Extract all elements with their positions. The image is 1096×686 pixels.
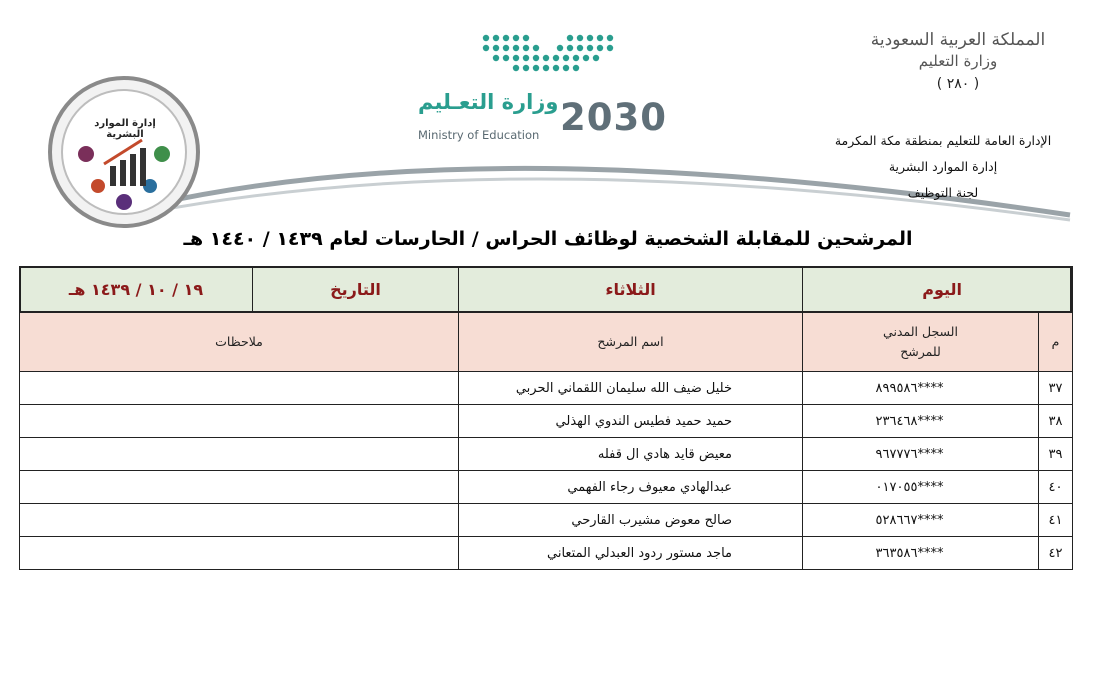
row-id: ****٣٦٣٥٨٦	[803, 537, 1039, 570]
admin-line-region: الإدارة العامة للتعليم بمنطقة مكة المكرمة	[834, 133, 1052, 148]
row-notes	[20, 438, 459, 471]
col-header-id-text: السجل المدني للمرشح	[883, 323, 958, 359]
column-header-row	[20, 312, 1073, 372]
letterhead	[0, 0, 1096, 225]
hr-badge-title: إدارة الموارد البشرية	[94, 118, 156, 140]
table-row	[20, 372, 1073, 405]
row-name: معيض قايد هادي ال قفله	[459, 438, 803, 471]
hr-department-badge	[46, 74, 202, 230]
table-row	[20, 405, 1073, 438]
row-notes	[20, 537, 459, 570]
table-row	[20, 537, 1073, 570]
col-header-num: م	[1039, 312, 1073, 372]
row-num: ٤١	[1039, 504, 1073, 537]
ministry-emblem-text	[848, 30, 1068, 92]
vision-2030-mark: 2030	[560, 96, 667, 139]
moe-arabic-name: وزارة التعـليم	[418, 90, 559, 114]
table-row	[20, 438, 1073, 471]
ministry-name: وزارة التعليم	[918, 52, 998, 70]
moe-logo	[410, 30, 680, 150]
row-notes	[20, 405, 459, 438]
table-row	[20, 504, 1073, 537]
col-header-notes: ملاحظات	[20, 312, 459, 372]
row-notes	[20, 504, 459, 537]
ministry-code: ( ٢٨٠ )	[936, 76, 980, 92]
row-id: ****٩٦٧٧٧٦	[803, 438, 1039, 471]
col-header-id	[803, 312, 1039, 372]
row-notes	[20, 372, 459, 405]
row-num: ٤٠	[1039, 471, 1073, 504]
row-id: ****٨٩٩٥٨٦	[803, 372, 1039, 405]
date-value: ١٩ / ١٠ / ١٤٣٩ هـ	[20, 267, 253, 312]
row-num: ٤٢	[1039, 537, 1073, 570]
row-name: ماجد مستور ردود العبدلي المتعاني	[459, 537, 803, 570]
row-notes	[20, 471, 459, 504]
row-name: عبدالهادي معيوف رجاء الفهمي	[459, 471, 803, 504]
row-id: ****٢٣٦٤٦٨	[803, 405, 1039, 438]
row-name: خليل ضيف الله سليمان اللقماني الحربي	[459, 372, 803, 405]
row-name: حميد حميد فطيس الندوي الهذلي	[459, 405, 803, 438]
date-label: التاريخ	[253, 267, 459, 312]
col-header-name: اسم المرشح	[459, 312, 803, 372]
candidates-table	[19, 266, 1073, 570]
info-row	[20, 267, 1073, 312]
moe-dots-icon	[480, 30, 750, 90]
row-num: ٣٧	[1039, 372, 1073, 405]
admin-line-hr: إدارة الموارد البشرية	[888, 159, 998, 174]
page-title: المرشحين للمقابلة الشخصية لوظائف الحراس / الحارسات لعام ١٤٣٩ / ١٤٤٠ هـ	[183, 228, 913, 250]
day-value: الثلاثاء	[459, 267, 803, 312]
admin-line-committee: لجنة التوظيف	[907, 185, 979, 200]
day-label: اليوم	[803, 267, 1073, 312]
kingdom-name: المملكة العربية السعودية	[870, 30, 1046, 50]
moe-english-name: Ministry of Education	[418, 128, 540, 142]
row-num: ٣٨	[1039, 405, 1073, 438]
row-name: صالح معوض مشيرب القارحي	[459, 504, 803, 537]
admin-lines	[818, 128, 1068, 206]
table-row	[20, 471, 1073, 504]
row-id: ****٥٢٨٦٦٧	[803, 504, 1039, 537]
row-id: ****٠١٧٠٥٥	[803, 471, 1039, 504]
row-num: ٣٩	[1039, 438, 1073, 471]
